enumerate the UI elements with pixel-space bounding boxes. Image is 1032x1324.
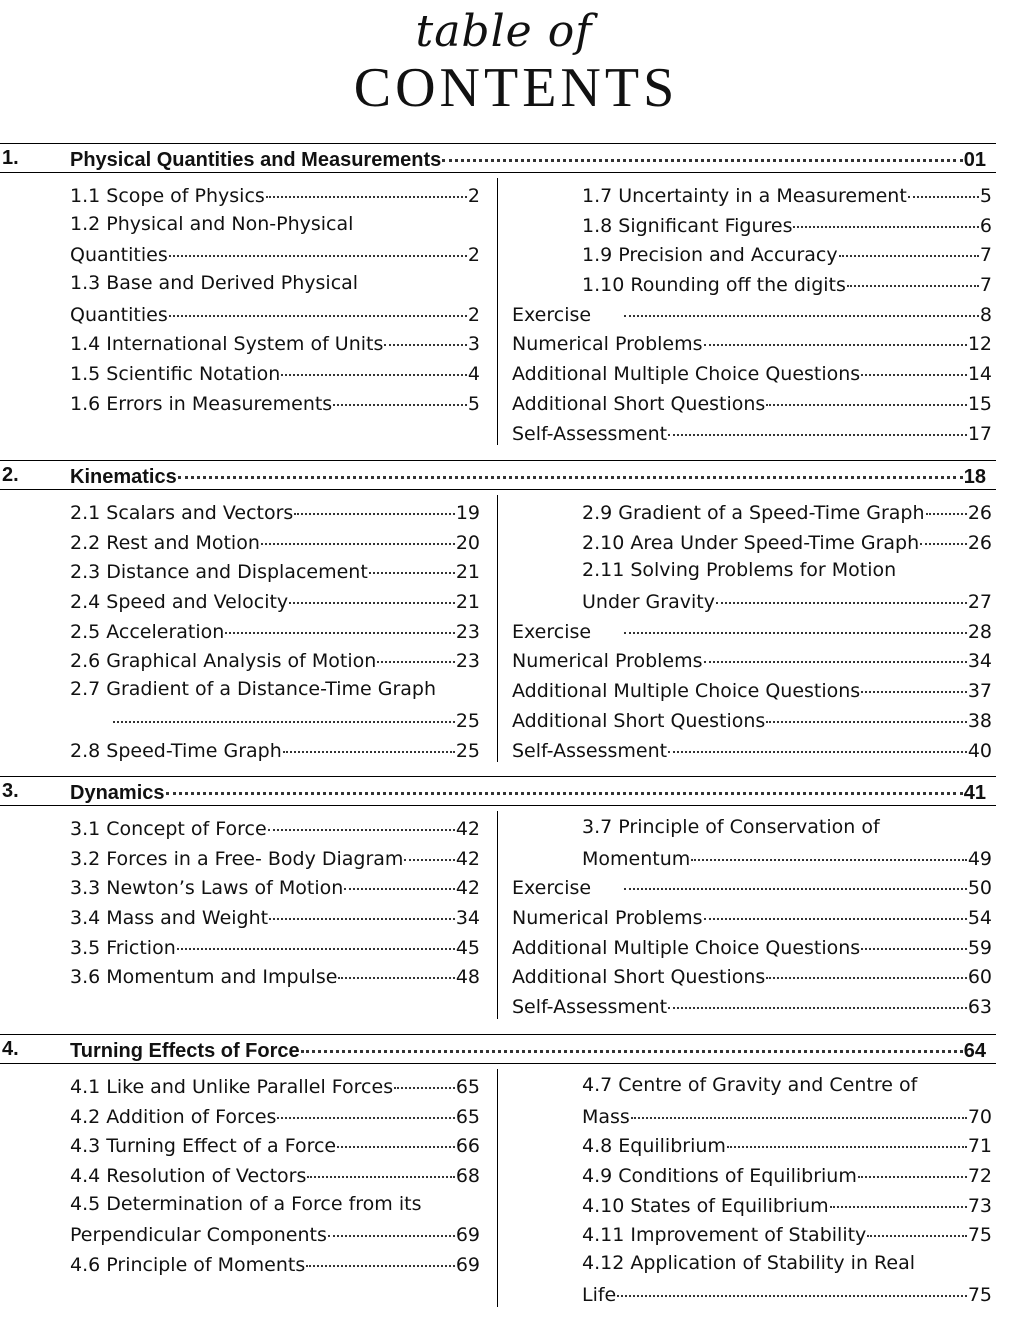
toc-entry[interactable]	[512, 991, 992, 1021]
heading-caps-text: CONTENTS	[353, 57, 679, 119]
dot-leader	[344, 868, 455, 890]
toc-entry[interactable]	[512, 813, 992, 872]
toc-entry-page: 2	[467, 244, 480, 267]
right-column	[512, 813, 992, 1021]
dot-leader	[908, 176, 979, 198]
dot-leader	[338, 957, 454, 979]
dot-leader	[178, 456, 963, 479]
toc-entry-title: Self-Assessment	[512, 422, 668, 445]
toc-entry-title: Numerical Problems	[512, 650, 703, 673]
dot-leader	[333, 384, 467, 406]
toc-entry-page: 17	[967, 422, 992, 445]
toc-entry-title: Additional Multiple Choice Questions	[512, 680, 861, 703]
dot-leader	[861, 671, 967, 693]
toc-entry-title: 1.4 International System of Units	[70, 333, 384, 356]
toc-entry-page: 40	[967, 739, 992, 762]
dot-leader	[337, 1126, 455, 1148]
dot-leader	[766, 701, 966, 723]
toc-entry-page: 14	[967, 363, 992, 386]
toc-entry-page: 60	[967, 966, 992, 989]
chapter-page: 64	[963, 1040, 986, 1062]
toc-entry-line	[512, 735, 992, 765]
toc-entry-title: 3.7 Principle of Conservation of	[582, 816, 880, 838]
toc-entry-page: 66	[455, 1135, 480, 1158]
chapter-row[interactable]	[0, 460, 996, 490]
dot-leader	[766, 384, 966, 406]
dot-leader	[277, 1097, 454, 1119]
right-column	[512, 1071, 992, 1309]
dot-leader	[617, 1275, 967, 1297]
toc-entry[interactable]	[70, 388, 480, 418]
chapter-number: 2.	[2, 464, 19, 486]
toc-entry-page: 54	[967, 907, 992, 930]
toc-entry-line	[512, 527, 992, 557]
dot-leader	[624, 868, 967, 890]
toc-entry-title: 4.11 Improvement of Stability	[582, 1224, 867, 1247]
toc-entry-title: Additional Short Questions	[512, 392, 766, 415]
toc-entry-title: Numerical Problems	[512, 333, 703, 356]
chapter-title: Kinematics	[70, 466, 177, 488]
dot-leader	[281, 354, 467, 376]
toc-entry-title: 3.1 Concept of Force	[70, 818, 267, 840]
left-column	[70, 1071, 480, 1279]
dot-leader	[668, 731, 967, 753]
toc-entry[interactable]	[70, 180, 480, 210]
toc-entry-title: 4.12 Application of Stability in Real	[582, 1252, 916, 1275]
dot-leader	[704, 324, 967, 346]
toc-entry-title: 3.6 Momentum and Impulse	[70, 966, 338, 989]
toc-entry-page: 59	[967, 936, 992, 959]
toc-entry-page: 38	[967, 709, 992, 732]
toc-entry-page: 20	[455, 531, 480, 554]
dot-leader	[704, 641, 967, 663]
toc-entry-title: 4.6 Principle of Moments	[70, 1254, 306, 1277]
toc-entry-page: 42	[455, 818, 480, 840]
toc-entry-title: 3.2 Forces in a Free- Body Diagram	[70, 847, 404, 870]
right-column	[512, 497, 992, 764]
toc-entry-page: 7	[979, 244, 992, 267]
dot-leader	[261, 523, 455, 545]
toc-entry[interactable]	[512, 735, 992, 765]
toc-entry[interactable]	[70, 645, 480, 675]
column-divider	[497, 178, 498, 445]
dot-leader	[266, 176, 467, 198]
dot-leader	[177, 928, 455, 950]
toc-entry-page: 27	[967, 591, 992, 614]
toc-entry-title: Under Gravity	[582, 591, 715, 614]
dot-leader	[442, 139, 963, 162]
toc-entry[interactable]	[70, 961, 480, 991]
dot-leader	[704, 898, 967, 920]
toc-entry-page: 73	[967, 1194, 992, 1217]
dot-leader	[307, 1156, 454, 1178]
chapter-line	[70, 776, 986, 808]
toc-entry[interactable]	[70, 675, 480, 734]
toc-entry[interactable]	[512, 1219, 992, 1249]
chapter-row[interactable]	[0, 1034, 996, 1064]
toc-entry-title: 4.3 Turning Effect of a Force	[70, 1135, 337, 1158]
toc-entry-title: 2.4 Speed and Velocity	[70, 591, 289, 614]
toc-entry-page: 19	[455, 502, 480, 524]
toc-entry-title: 1.5 Scientific Notation	[70, 363, 281, 386]
toc-entry-page: 50	[967, 877, 992, 900]
toc-entry-title: Self-Assessment	[512, 996, 668, 1019]
dot-leader	[716, 582, 967, 604]
dot-leader	[289, 582, 455, 604]
toc-entry-title: 2.6 Graphical Analysis of Motion	[70, 650, 377, 673]
toc-entry-title: 1.10 Rounding off the digits	[582, 274, 846, 297]
toc-entry[interactable]	[70, 1160, 480, 1190]
left-column	[70, 813, 480, 991]
dot-leader	[301, 1030, 963, 1053]
toc-entry-page: 34	[455, 907, 480, 930]
toc-entry-title: 4.1 Like and Unlike Parallel Forces	[70, 1076, 394, 1098]
toc-entry-line	[70, 961, 480, 991]
toc-entry-title: Quantities	[70, 303, 168, 326]
chapter-line	[70, 1034, 986, 1066]
toc-entry-line	[512, 1279, 992, 1309]
toc-entry-page: 7	[979, 274, 992, 297]
dot-leader	[328, 1215, 455, 1237]
chapter-page: 01	[963, 149, 986, 171]
toc-entry-page: 28	[967, 620, 992, 643]
toc-heading	[0, 0, 1032, 140]
dot-leader	[169, 295, 467, 317]
dot-leader	[283, 731, 455, 753]
toc-entry-title: 1.6 Errors in Measurements	[70, 392, 333, 415]
chapter-line	[70, 460, 986, 492]
chapter-number: 3.	[2, 780, 19, 802]
toc-entry-page: 21	[455, 561, 480, 584]
toc-entry-line	[70, 1249, 480, 1279]
chapter-number: 1.	[2, 147, 19, 169]
toc-entry-title: 1.8 Significant Figures	[582, 214, 793, 237]
dot-leader	[306, 1245, 455, 1267]
dot-leader	[169, 235, 467, 257]
toc-entry-page: 45	[455, 936, 480, 959]
dot-leader	[830, 1186, 967, 1208]
toc-entry-page: 8	[979, 303, 992, 326]
chapter-line	[70, 143, 986, 175]
toc-entry-title: Additional Short Questions	[512, 966, 766, 989]
chapter-page: 18	[963, 466, 986, 488]
toc-entry-line	[512, 991, 992, 1021]
toc-entry-line	[512, 418, 992, 448]
toc-entry-title: 4.8 Equilibrium	[582, 1135, 726, 1158]
toc-entry-title: 4.2 Addition of Forces	[70, 1105, 277, 1128]
toc-entry-page: 75	[967, 1224, 992, 1247]
dot-leader	[839, 235, 979, 257]
dot-leader	[727, 1126, 967, 1148]
toc-entry-title: Exercise	[512, 620, 592, 643]
toc-entry-title: Additional Short Questions	[512, 709, 766, 732]
toc-entry-line	[70, 1160, 480, 1190]
dot-leader	[624, 295, 979, 317]
toc-entry-page: 42	[455, 847, 480, 870]
toc-entry-page: 72	[967, 1165, 992, 1188]
toc-entry-page: 26	[967, 502, 992, 524]
toc-entry-title: Perpendicular Components	[70, 1224, 327, 1247]
chapter-row[interactable]	[0, 143, 996, 173]
toc-entry-title: 2.11 Solving Problems for Motion	[582, 559, 897, 582]
toc-entry-page: 69	[455, 1224, 480, 1247]
toc-entry-line	[512, 1219, 992, 1249]
dot-leader	[113, 701, 455, 723]
dot-leader	[294, 493, 455, 515]
dot-leader	[394, 1067, 455, 1089]
toc-entry-page: 25	[455, 739, 480, 762]
toc-entry-page: 23	[455, 620, 480, 643]
toc-entry-title: 4.10 States of Equilibrium	[582, 1194, 829, 1217]
dot-leader	[268, 809, 455, 831]
toc-entry-page: 42	[455, 877, 480, 900]
toc-entry-title: 1.1 Scope of Physics	[70, 185, 265, 207]
toc-entry[interactable]	[512, 418, 992, 448]
dot-leader	[861, 354, 967, 376]
toc-entry-title: Exercise	[512, 303, 592, 326]
toc-entry[interactable]	[70, 1190, 480, 1249]
toc-entry-title: Quantities	[70, 244, 168, 267]
toc-entry[interactable]	[512, 1249, 992, 1308]
toc-entry-page: 68	[455, 1165, 480, 1188]
toc-entry-title: Momentum	[582, 847, 691, 870]
dot-leader	[269, 898, 455, 920]
dot-leader	[920, 523, 967, 545]
dot-leader	[631, 1097, 967, 1119]
column-divider	[497, 495, 498, 762]
dot-leader	[793, 206, 978, 228]
toc-entry-title: 2.10 Area Under Speed-Time Graph	[582, 531, 920, 554]
toc-entry-title: 1.3 Base and Derived Physical	[70, 272, 359, 295]
toc-entry-page: 63	[967, 996, 992, 1019]
dot-leader	[384, 324, 467, 346]
toc-entry-line	[70, 180, 480, 210]
toc-entry-line	[70, 645, 480, 675]
right-column	[512, 180, 992, 447]
toc-entry-title: Additional Multiple Choice Questions	[512, 363, 861, 386]
toc-entry-page: 71	[967, 1135, 992, 1158]
toc-entry[interactable]	[512, 527, 992, 557]
dot-leader	[867, 1215, 967, 1237]
dot-leader	[691, 839, 967, 861]
toc-entry[interactable]	[70, 735, 480, 765]
chapter-number: 4.	[2, 1038, 19, 1060]
toc-entry-page: 23	[455, 650, 480, 673]
toc-entry-page: 15	[967, 392, 992, 415]
toc-entry-title: Additional Multiple Choice Questions	[512, 936, 861, 959]
toc-entry-page: 25	[455, 709, 480, 732]
toc-entry-title: 4.4 Resolution of Vectors	[70, 1165, 307, 1188]
toc-entry-page: 75	[967, 1283, 992, 1306]
dot-leader	[166, 772, 963, 795]
toc-entry-title: 4.9 Conditions of Equilibrium	[582, 1165, 857, 1188]
toc-entry-page: 3	[467, 333, 480, 356]
toc-entry-title: Numerical Problems	[512, 907, 703, 930]
toc-entry[interactable]	[512, 556, 992, 615]
dot-leader	[766, 957, 966, 979]
toc-entry-page: 37	[967, 680, 992, 703]
heading-script-text: table of	[415, 6, 593, 57]
dot-leader	[926, 493, 967, 515]
toc-entry-title: Self-Assessment	[512, 739, 668, 762]
left-column	[70, 497, 480, 764]
toc-entry-title: 3.3 Newton’s Laws of Motion	[70, 877, 344, 900]
toc-entry[interactable]	[70, 1249, 480, 1279]
toc-entry-page: 5	[467, 392, 480, 415]
dot-leader	[668, 987, 967, 1009]
toc-entry-title: 2.7 Gradient of a Distance-Time Graph	[70, 678, 437, 701]
toc-entry-title: 3.4 Mass and Weight	[70, 907, 269, 930]
toc-entry[interactable]	[70, 269, 480, 328]
dot-leader	[847, 265, 979, 287]
dot-leader	[369, 552, 455, 574]
toc-entry-line	[70, 239, 480, 269]
toc-entry-page: 12	[967, 333, 992, 356]
toc-entry-page: 4	[467, 363, 480, 386]
dot-leader	[861, 928, 967, 950]
toc-entry-page: 6	[979, 214, 992, 237]
dot-leader	[377, 641, 455, 663]
toc-entry-page: 21	[455, 591, 480, 614]
toc-entry-line	[70, 735, 480, 765]
dot-leader	[624, 612, 967, 634]
toc-entry-title: 2.3 Distance and Displacement	[70, 561, 368, 584]
toc-entry-page: 26	[967, 531, 992, 554]
chapter-row[interactable]	[0, 776, 996, 806]
toc-entry-page: 49	[967, 847, 992, 870]
dot-leader	[668, 414, 967, 436]
toc-entry-title: 1.9 Precision and Accuracy	[582, 244, 838, 267]
toc-entry-line	[70, 388, 480, 418]
toc-entry-page: 65	[455, 1076, 480, 1098]
toc-entry-title: 2.8 Speed-Time Graph	[70, 739, 282, 762]
toc-entry[interactable]	[512, 1071, 992, 1130]
toc-entry-title: 1.7 Uncertainty in a Measurement	[582, 185, 907, 207]
toc-entry-title: Mass	[582, 1105, 630, 1128]
toc-entry-title: Exercise	[512, 877, 592, 900]
chapter-title: Dynamics	[70, 782, 165, 804]
toc-entry-page: 65	[455, 1105, 480, 1128]
toc-entry-page: 5	[979, 185, 992, 207]
toc-entry-page: 70	[967, 1105, 992, 1128]
toc-entry-title: 4.5 Determination of a Force from its	[70, 1192, 422, 1215]
toc-entry-page: 2	[467, 185, 480, 207]
dot-leader	[404, 839, 454, 861]
chapter-page: 41	[963, 782, 986, 804]
toc-entry-title: Life	[582, 1283, 617, 1306]
left-column	[70, 180, 480, 418]
toc-entry-page: 34	[967, 650, 992, 673]
toc-entry-title: 3.5 Friction	[70, 936, 176, 959]
dot-leader	[225, 612, 454, 634]
toc-entry-title: 2.5 Acceleration	[70, 620, 225, 643]
toc-entry-title: 1.2 Physical and Non-Physical	[70, 212, 354, 235]
chapter-title: Turning Effects of Force	[70, 1040, 300, 1062]
toc-entry-page: 48	[455, 966, 480, 989]
toc-entry-page: 2	[467, 303, 480, 326]
toc-entry-title: 4.7 Centre of Gravity and Centre of	[582, 1074, 918, 1096]
dot-leader	[858, 1156, 967, 1178]
chapter-title: Physical Quantities and Measurements	[70, 149, 442, 171]
column-divider	[497, 1069, 498, 1307]
toc-entry-page: 69	[455, 1254, 480, 1277]
toc-entry-title: 2.1 Scalars and Vectors	[70, 502, 294, 524]
column-divider	[497, 811, 498, 1019]
toc-entry[interactable]	[70, 210, 480, 269]
toc-entry-title: 2.9 Gradient of a Speed-Time Graph	[582, 502, 925, 524]
toc-entry-title: 2.2 Rest and Motion	[70, 531, 260, 554]
